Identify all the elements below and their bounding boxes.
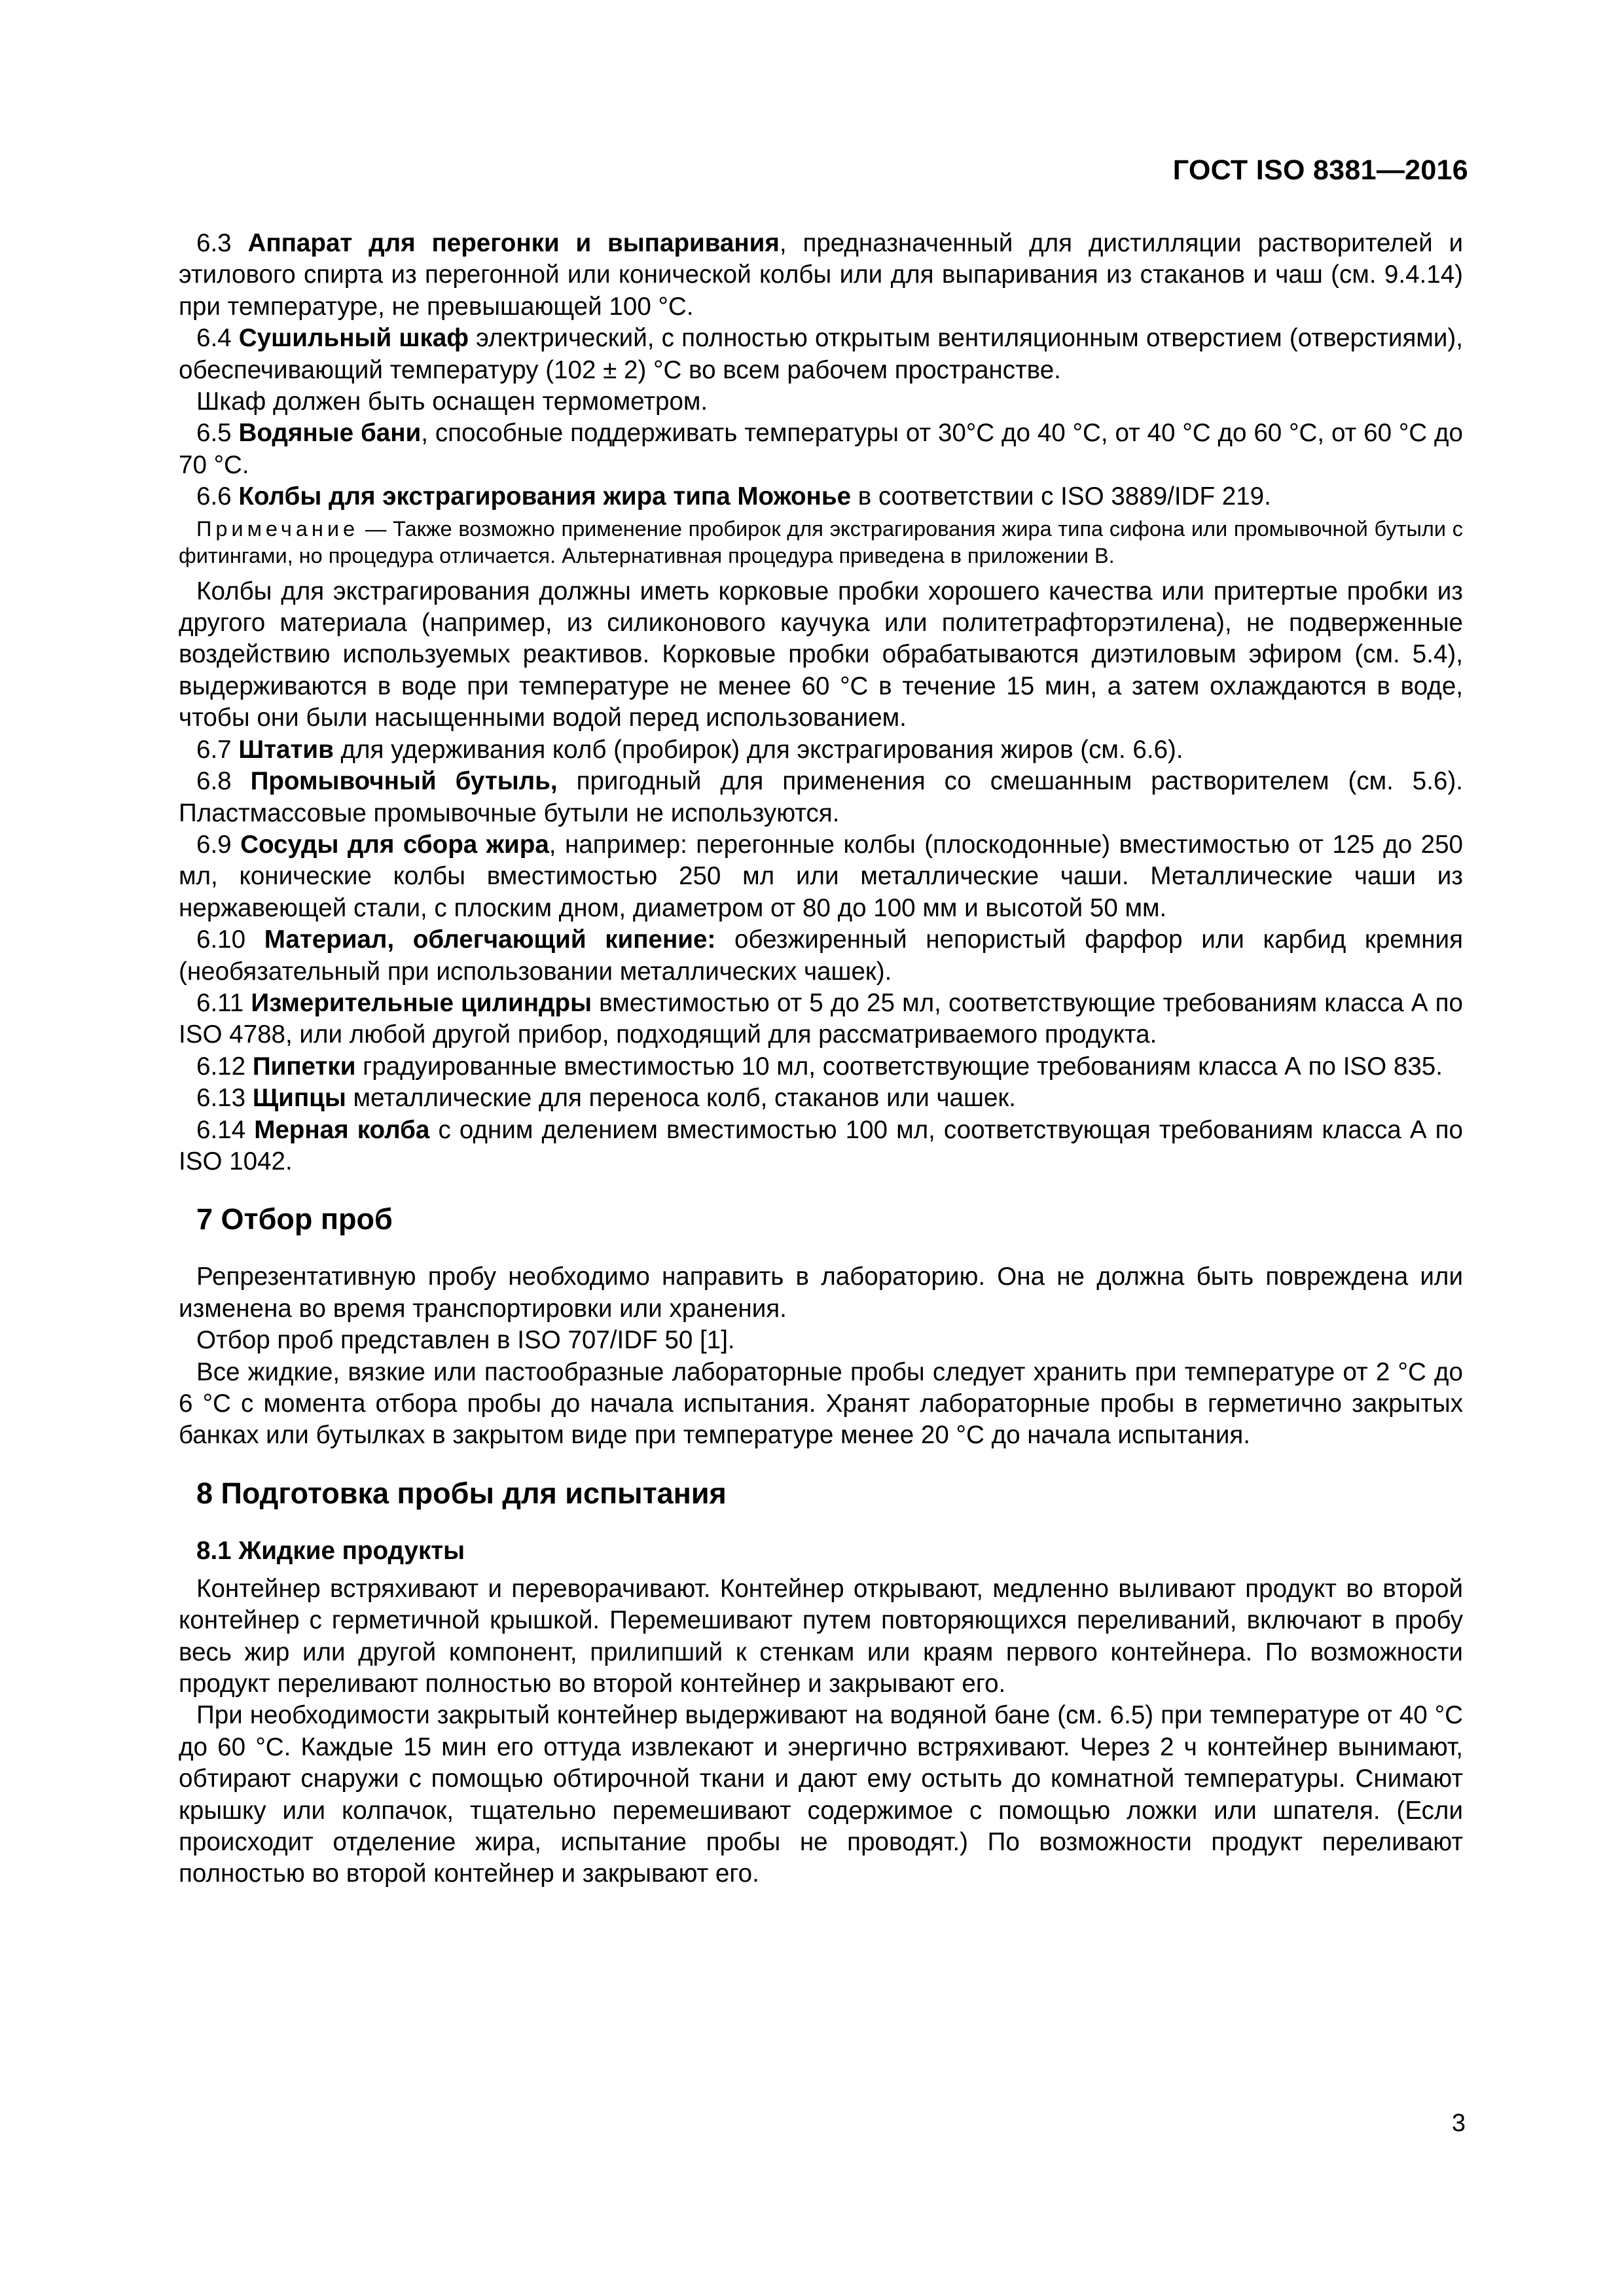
item-text: , способные поддерживать температуры от 30°С до 40 °С, от 40 °С до 60 °С, от 60 °С до 70 °С. xyxy=(179,419,1463,479)
item-6-4 xyxy=(179,323,1463,386)
item-title: Водяные бани xyxy=(238,419,422,448)
paragraph: Контейнер встряхивают и переворачивают. Контейнер открывают, медленно выливают продукт во второй контейнер с герметичной крышкой. Перемешивают путем повторяющихся переливаний, включают в пробу весь жир или другой компонент, прилипший к стенкам или краям первого контейнера. По возможности продукт переливают полностью во второй контейнер и закрывают его. xyxy=(179,1574,1463,1698)
document-code-header: ГОСТ ISO 8381—2016 xyxy=(1172,154,1468,186)
item-title: Промывочный бутыль, xyxy=(250,767,558,796)
item-title: Сушильный шкаф xyxy=(238,324,469,353)
item-number: 6.5 xyxy=(196,419,232,448)
item-text: градуированные вместимостью 10 мл, соответствующие требованиям класса А по ISO 835. xyxy=(355,1052,1443,1081)
item-number: 6.11 xyxy=(196,988,244,1017)
paragraph: При необходимости закрытый контейнер выдерживают на водяной бане (см. 6.5) при температуре от 40 °С до 60 °С. Каждые 15 мин его оттуда извлекают и энергично встряхивают. Через 2 ч контейнер вынимают, обтирают снаружи с помощью обтирочной ткани и дают ему остыть до комнатной температуры. Снимают крышку или колпачок, тщательно перемешивают содержимое с помощью ложки или шпателя. (Если происходит отделение жира, испытание пробы не проводят.) По возможности продукт переливают полностью во второй контейнер и закрывают его. xyxy=(179,1701,1463,1888)
note-text: — Также возможно применение пробирок для экстрагирования жира типа сифона или промывочной бутыли с фитингами, но процедура отличается. Альтернативная процедура приведена в приложении В. xyxy=(179,516,1463,567)
item-number: 6.14 xyxy=(196,1115,246,1144)
item-6-7 xyxy=(179,734,1463,766)
item-6-10 xyxy=(179,924,1463,988)
item-title: Щипцы xyxy=(252,1084,346,1113)
item-number: 6.9 xyxy=(196,830,232,859)
item-title: Измерительные цилиндры xyxy=(251,988,592,1017)
item-6-5 xyxy=(179,418,1463,481)
item-number: 6.13 xyxy=(196,1084,246,1113)
item-text: металлические для переноса колб, стаканов или чашек. xyxy=(346,1084,1017,1113)
item-number: 6.10 xyxy=(196,925,246,954)
item-text: вместимостью от 5 до 25 мл, соответствующие требованиям класса А по ISO 4788, или любой другой прибор, подходящий для рассматриваемого продукта. xyxy=(179,988,1464,1049)
paragraph: Все жидкие, вязкие или пастообразные лабораторные пробы следует хранить при температуре от 2 °С до 6 °С с момента отбора пробы до начала испытания. Хранят лабораторные пробы в герметично закрытых банках или бутылках в закрытом виде при температуре менее 20 °С до начала испытания. xyxy=(179,1357,1463,1450)
item-text: пригодный для применения со смешанным растворителем (см. 5.6). Пластмассовые промывочные бутыли не используются. xyxy=(179,767,1464,827)
page-number: 3 xyxy=(1451,2109,1466,2137)
item-title: Сосуды для сбора жира xyxy=(240,830,549,859)
note xyxy=(179,516,1463,569)
section-7-heading: 7 Отбор проб xyxy=(196,1202,393,1236)
item-number: 6.3 xyxy=(196,229,232,257)
item-text: , предназначенный для дистилляции растворителей и этилового спирта из перегонной или конической колбы или для выпаривания из стаканов и чаш (см. 9.4.14) при температуре, не превышающей 100 °С. xyxy=(179,229,1464,321)
item-6-6 xyxy=(179,481,1463,512)
item-title: Штатив xyxy=(238,735,334,764)
section-8-heading: 8 Подготовка пробы для испытания xyxy=(196,1476,727,1510)
subsection-8-1-heading: 8.1 Жидкие продукты xyxy=(196,1536,465,1565)
paragraph: Колбы для экстрагирования должны иметь корковые пробки хорошего качества или притертые пробки из другого материала (например, из силиконового каучука или политетрафторэтилена), не подверженные воздействию используемых реактивов. Корковые пробки обрабатываются диэтиловым эфиром (см. 5.4), выдерживаются в воде при температуре не менее 60 °С в течение 15 мин, а затем охлаждаются в воде, чтобы они были насыщенными водой перед использованием. xyxy=(179,577,1463,732)
item-number: 6.12 xyxy=(196,1052,246,1081)
item-text: с одним делением вместимостью 100 мл, соответствующая требованиям класса А по ISO 1042. xyxy=(179,1115,1463,1175)
item-6-9 xyxy=(179,829,1463,924)
item-title: Материал, облегчающий кипение: xyxy=(264,925,716,954)
item-number: 6.8 xyxy=(196,767,232,796)
item-6-12 xyxy=(179,1051,1463,1083)
paragraph: Отбор проб представлен в ISO 707/IDF 50 [1]. xyxy=(196,1326,735,1355)
item-6-14 xyxy=(179,1115,1463,1178)
paragraph: Репрезентативную пробу необходимо направить в лабораторию. Она не должна быть повреждена или изменена во время транспортировки или хранения. xyxy=(179,1263,1463,1323)
item-title: Аппарат для перегонки и выпаривания xyxy=(247,229,780,257)
item-number: 6.4 xyxy=(196,324,232,353)
note-label: Примечание xyxy=(196,516,359,541)
item-text: обезжиренный непористый фарфор или карбид кремния (необязательный при использовании металлических чашек). xyxy=(179,925,1463,986)
item-6-11 xyxy=(179,988,1463,1051)
item-text: электрический, с полностью открытым вентиляционным отверстием (отверстиями), обеспечивающий температуру (102 ± 2) °С во всем рабочем пространстве. xyxy=(179,324,1463,384)
item-6-3 xyxy=(179,228,1463,323)
document-body xyxy=(179,228,1463,1890)
item-text: в соответствии с ISO 3889/IDF 219. xyxy=(851,482,1271,511)
item-title: Мерная колба xyxy=(254,1115,430,1144)
item-title: Колбы для экстрагирования жира типа Можонье xyxy=(238,482,852,511)
item-text: для удерживания колб (пробирок) для экстрагирования жиров (см. 6.6). xyxy=(333,735,1183,764)
item-title: Пипетки xyxy=(252,1052,356,1081)
item-text: , например: перегонные колбы (плоскодонные) вместимостью от 125 до 250 мл, конические колбы вместимостью 250 мл или металлические чаши. Металлические чаши из нержавеющей стали, с плоским дном, диаметром от 80 до 100 мм и высотой 50 мм. xyxy=(179,830,1463,922)
item-number: 6.7 xyxy=(196,735,232,764)
paragraph: Шкаф должен быть оснащен термометром. xyxy=(196,387,708,416)
item-number: 6.6 xyxy=(196,482,232,511)
item-6-8 xyxy=(179,766,1463,829)
item-6-13 xyxy=(179,1083,1463,1114)
